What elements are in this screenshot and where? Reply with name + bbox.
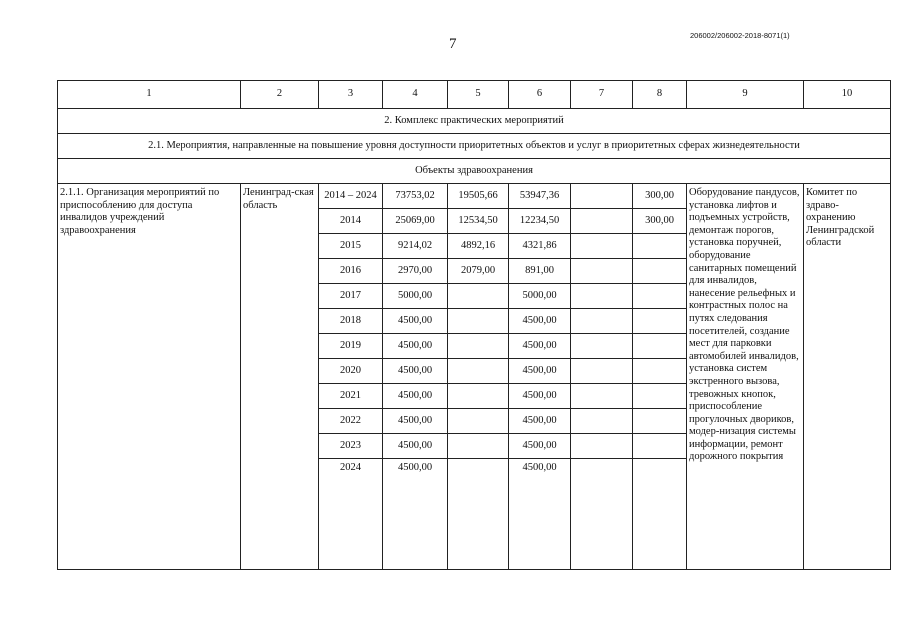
total-cell: 4500,00 (383, 459, 448, 570)
other-cell (633, 434, 687, 459)
regional-cell: 4500,00 (509, 309, 571, 334)
regional-cell: 4321,86 (509, 234, 571, 259)
period-cell: 2023 (319, 434, 383, 459)
total-cell: 9214,02 (383, 234, 448, 259)
federal-cell (448, 459, 509, 570)
header-cell: 6 (509, 81, 571, 109)
local-cell (571, 334, 633, 359)
total-cell: 4500,00 (383, 309, 448, 334)
local-cell (571, 409, 633, 434)
other-cell (633, 284, 687, 309)
header-cell: 1 (58, 81, 241, 109)
federal-cell: 4892,16 (448, 234, 509, 259)
section-title: 2. Комплекс практических мероприятий (58, 109, 891, 134)
subsection-title: 2.1. Мероприятия, направленные на повышение уровня доступности приоритетных объектов и услуг в приоритетных сферах жизнедеятельности (58, 134, 891, 159)
total-cell: 4500,00 (383, 409, 448, 434)
local-cell (571, 259, 633, 284)
federal-cell (448, 284, 509, 309)
local-cell (571, 209, 633, 234)
period-cell: 2015 (319, 234, 383, 259)
period-cell: 2016 (319, 259, 383, 284)
local-cell (571, 434, 633, 459)
local-cell (571, 284, 633, 309)
period-cell: 2018 (319, 309, 383, 334)
activity-executor: Комитет по здраво-охранению Ленинградской области (804, 184, 891, 570)
period-cell: 2014 (319, 209, 383, 234)
total-cell: 5000,00 (383, 284, 448, 309)
header-cell: 3 (319, 81, 383, 109)
header-cell: 9 (687, 81, 804, 109)
federal-cell: 19505,66 (448, 184, 509, 209)
other-cell (633, 384, 687, 409)
federal-cell (448, 384, 509, 409)
regional-cell: 4500,00 (509, 334, 571, 359)
other-cell (633, 234, 687, 259)
total-cell: 2970,00 (383, 259, 448, 284)
regional-cell: 4500,00 (509, 409, 571, 434)
header-cell: 7 (571, 81, 633, 109)
federal-cell (448, 434, 509, 459)
subsection-row (58, 134, 891, 159)
regional-cell: 4500,00 (509, 359, 571, 384)
activity-name: 2.1.1. Организация мероприятий по приспособлению для доступа инвалидов учреждений здравоохранения (58, 184, 241, 570)
other-cell (633, 259, 687, 284)
period-cell: 2017 (319, 284, 383, 309)
activity-region: Ленинград-ская область (241, 184, 319, 570)
total-cell: 73753,02 (383, 184, 448, 209)
header-cell: 10 (804, 81, 891, 109)
other-cell (633, 359, 687, 384)
other-cell (633, 459, 687, 570)
total-cell: 25069,00 (383, 209, 448, 234)
regional-cell: 4500,00 (509, 459, 571, 570)
period-cell: 2020 (319, 359, 383, 384)
header-cell: 2 (241, 81, 319, 109)
other-cell (633, 334, 687, 359)
local-cell (571, 184, 633, 209)
period-cell: 2021 (319, 384, 383, 409)
regional-cell: 5000,00 (509, 284, 571, 309)
group-row (58, 159, 891, 184)
page-number: 7 (449, 36, 457, 52)
federal-cell: 12534,50 (448, 209, 509, 234)
period-cell: 2014 – 2024 (319, 184, 383, 209)
federal-cell (448, 309, 509, 334)
local-cell (571, 359, 633, 384)
other-cell (633, 409, 687, 434)
header-cell: 8 (633, 81, 687, 109)
other-cell (633, 309, 687, 334)
regional-cell: 4500,00 (509, 434, 571, 459)
document-code: 206002/206002-2018-8071(1) (690, 31, 790, 40)
other-cell: 300,00 (633, 209, 687, 234)
period-cell: 2022 (319, 409, 383, 434)
other-cell: 300,00 (633, 184, 687, 209)
local-cell (571, 309, 633, 334)
table-row (58, 184, 891, 209)
activity-works: Оборудование пандусов, установка лифтов и подъемных устройств, демонтаж порогов, установка поручней, оборудование санитарных помещений для инвалидов, нанесение рельефных и контрастных полос на путях следования посетителей, создание мест для парковки автомобилей инвалидов, установка систем экстренного вызова, тревожных кнопок, приспособление прогулочных двориков, модер-низация системы информации, ремонт дорожного покрытия (687, 184, 804, 570)
local-cell (571, 384, 633, 409)
program-table (57, 80, 891, 570)
header-cell: 4 (383, 81, 448, 109)
federal-cell (448, 409, 509, 434)
federal-cell (448, 359, 509, 384)
total-cell: 4500,00 (383, 384, 448, 409)
total-cell: 4500,00 (383, 434, 448, 459)
local-cell (571, 459, 633, 570)
total-cell: 4500,00 (383, 359, 448, 384)
period-cell: 2019 (319, 334, 383, 359)
regional-cell: 4500,00 (509, 384, 571, 409)
total-cell: 4500,00 (383, 334, 448, 359)
federal-cell (448, 334, 509, 359)
group-title: Объекты здравоохранения (58, 159, 891, 184)
header-cell: 5 (448, 81, 509, 109)
regional-cell: 891,00 (509, 259, 571, 284)
local-cell (571, 234, 633, 259)
period-cell: 2024 (319, 459, 383, 570)
regional-cell: 53947,36 (509, 184, 571, 209)
regional-cell: 12234,50 (509, 209, 571, 234)
section-row (58, 109, 891, 134)
federal-cell: 2079,00 (448, 259, 509, 284)
header-row (58, 81, 891, 109)
